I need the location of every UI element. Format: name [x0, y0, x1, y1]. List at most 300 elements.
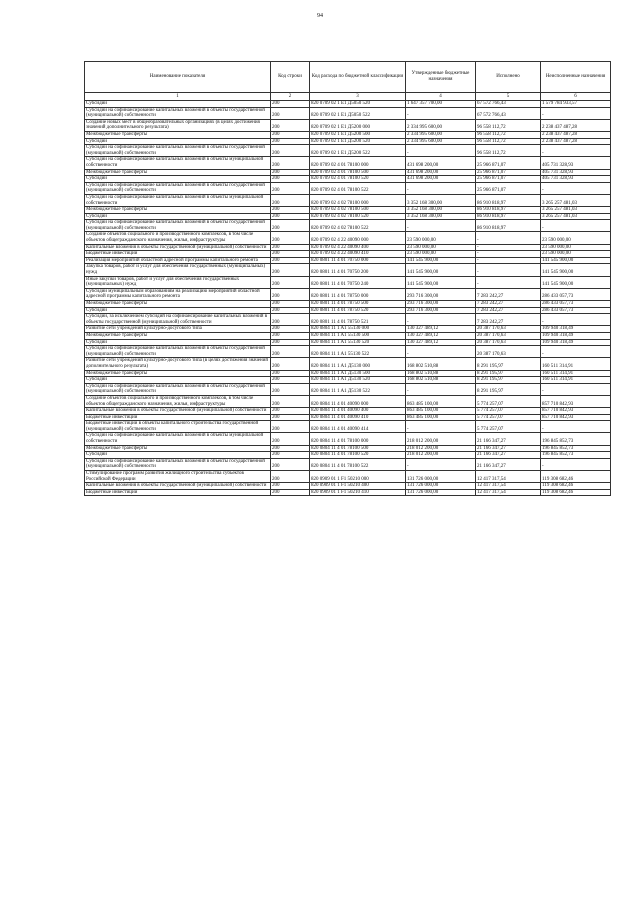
- cell-unexecuted: 109 940 318,49: [541, 332, 611, 339]
- cell-unexecuted: -: [541, 458, 611, 470]
- cell-budget-code: 820 0801 11 4 01 70750 240: [310, 276, 406, 288]
- cell-executed: 21 166 347,27: [476, 458, 541, 470]
- cell-unexecuted: -: [541, 145, 611, 157]
- cell-approved: -: [406, 346, 476, 358]
- cell-executed: 21 166 347,27: [476, 452, 541, 459]
- table-row: [85, 176, 611, 183]
- cell-unexecuted: 119 308 682,46: [541, 483, 611, 490]
- cell-executed: -: [476, 276, 541, 288]
- cell-line-code: 200: [271, 101, 310, 108]
- cell-budget-code: 820 0709 02 1 E1 Д5050 520: [310, 101, 406, 108]
- cell-approved: 863 485 100,00: [406, 408, 476, 415]
- cell-unexecuted: -: [541, 314, 611, 326]
- cell-line-code: 200: [271, 288, 310, 300]
- cell-line-code: 200: [271, 370, 310, 377]
- cell-line-code: 200: [271, 445, 310, 452]
- cell-approved: 2 334 995 600,00: [406, 138, 476, 145]
- cell-name: Субсидии на софинансирование капитальных вложений в объекты государственной (муниципальной) собственности: [85, 458, 271, 470]
- cell-executed: 20 387 170,63: [476, 326, 541, 333]
- cell-unexecuted: 196 845 852,73: [541, 433, 611, 445]
- header-budget-code: Код расхода по бюджетной классификации: [310, 62, 406, 93]
- cell-line-code: 200: [271, 220, 310, 232]
- cell-line-code: 200: [271, 339, 310, 346]
- cell-approved: 863 485 100,00: [406, 395, 476, 407]
- cell-executed: -: [476, 251, 541, 258]
- cell-approved: -: [406, 383, 476, 395]
- cell-unexecuted: 1 579 784 933,57: [541, 101, 611, 108]
- cell-budget-code: 820 0801 11 4 01 78750 000: [310, 288, 406, 300]
- cell-name: Межбюджетные трансферты: [85, 131, 271, 138]
- cell-approved: 130 327 489,12: [406, 326, 476, 333]
- cell-approved: 131 726 000,00: [406, 471, 476, 483]
- header-executed: Исполнено: [476, 62, 541, 93]
- cell-approved: 141 545 900,00: [406, 264, 476, 276]
- cell-budget-code: 820 0801 11 4 01 78750 500: [310, 301, 406, 308]
- cell-budget-code: 820 0804 11 4 01 40090 414: [310, 421, 406, 433]
- table-row: [85, 101, 611, 108]
- cell-executed: 86 910 818,97: [476, 213, 541, 220]
- cell-name: Субсидии на софинансирование капитальных вложений в объекты государственной (муниципальной) собственности: [85, 182, 271, 194]
- cell-unexecuted: 160 511 314,91: [541, 358, 611, 370]
- column-index: 1: [85, 93, 271, 101]
- cell-line-code: 200: [271, 194, 310, 206]
- cell-unexecuted: 119 308 682,46: [541, 471, 611, 483]
- cell-line-code: 200: [271, 264, 310, 276]
- cell-approved: 168 802 510,88: [406, 358, 476, 370]
- cell-budget-code: 820 0804 11 1 A1 Д5130 000: [310, 358, 406, 370]
- cell-name: Межбюджетные трансферты: [85, 332, 271, 339]
- cell-unexecuted: 109 940 318,49: [541, 339, 611, 346]
- cell-name: Субсидии на софинансирование капитальных вложений в объекты государственной (муниципальной) собственности: [85, 383, 271, 395]
- cell-executed: 20 387 170,63: [476, 339, 541, 346]
- cell-budget-code: 820 0709 02 1 E1 Д5200 522: [310, 145, 406, 157]
- cell-budget-code: 820 0709 02 4 01 78100 500: [310, 169, 406, 176]
- cell-name: Субсидии на софинансирование капитальных вложений в объекты государственной (муниципальной) собственности: [85, 346, 271, 358]
- cell-unexecuted: -: [541, 383, 611, 395]
- cell-executed: 12 417 317,54: [476, 483, 541, 490]
- cell-unexecuted: 141 545 900,00: [541, 257, 611, 264]
- cell-executed: 67 572 766,43: [476, 107, 541, 119]
- table-row: [85, 332, 611, 339]
- header-line-code: Код строки: [271, 62, 310, 93]
- cell-approved: -: [406, 145, 476, 157]
- cell-unexecuted: 23 590 000,00: [541, 244, 611, 251]
- table-row: [85, 138, 611, 145]
- cell-unexecuted: 3 265 257 481,03: [541, 207, 611, 214]
- cell-line-code: 200: [271, 346, 310, 358]
- cell-executed: 12 417 317,54: [476, 489, 541, 496]
- cell-approved: -: [406, 458, 476, 470]
- cell-name: Субсидии: [85, 307, 271, 314]
- table-row: [85, 383, 611, 395]
- table-row: [85, 276, 611, 288]
- cell-executed: -: [476, 264, 541, 276]
- cell-executed: 67 572 766,43: [476, 101, 541, 108]
- cell-budget-code: 820 0709 02 1 E1 Д5200 520: [310, 138, 406, 145]
- cell-approved: 3 352 168 300,00: [406, 207, 476, 214]
- cell-name: Субсидии на софинансирование капитальных вложений в объекты муниципальной собственности: [85, 194, 271, 206]
- cell-approved: -: [406, 314, 476, 326]
- cell-budget-code: 820 0709 02 4 01 78100 000: [310, 157, 406, 169]
- cell-budget-code: 820 0801 11 4 01 78750 521: [310, 314, 406, 326]
- cell-budget-code: 820 0709 02 1 E1 Д5050 522: [310, 107, 406, 119]
- cell-line-code: 200: [271, 452, 310, 459]
- cell-budget-code: 820 0709 02 4 02 78100 000: [310, 194, 406, 206]
- table-row: [85, 377, 611, 384]
- cell-approved: 218 012 200,00: [406, 452, 476, 459]
- budget-execution-table: [84, 61, 611, 496]
- cell-approved: 293 716 300,00: [406, 288, 476, 300]
- cell-budget-code: 820 0804 11 4 01 78100 000: [310, 433, 406, 445]
- cell-budget-code: 820 0804 11 1 A1 Д5130 520: [310, 377, 406, 384]
- cell-unexecuted: 3 265 257 481,03: [541, 213, 611, 220]
- table-row: [85, 213, 611, 220]
- cell-executed: 21 166 347,27: [476, 445, 541, 452]
- cell-executed: 20 387 170,63: [476, 332, 541, 339]
- cell-budget-code: 820 0709 02 4 02 78100 500: [310, 207, 406, 214]
- cell-name: Закупка товаров, работ и услуг для обеспечения государственных (муниципальных) нужд: [85, 264, 271, 276]
- cell-line-code: 200: [271, 276, 310, 288]
- cell-name: Субсидии: [85, 213, 271, 220]
- cell-name: Межбюджетные трансферты: [85, 301, 271, 308]
- cell-line-code: 200: [271, 119, 310, 131]
- cell-unexecuted: 3 265 257 481,03: [541, 194, 611, 206]
- table-row: [85, 207, 611, 214]
- cell-name: Капитальные вложения в объекты государственной (муниципальной) собственности: [85, 244, 271, 251]
- cell-approved: 293 716 300,00: [406, 307, 476, 314]
- cell-name: Субсидии: [85, 101, 271, 108]
- cell-budget-code: 820 0804 11 4 01 40090 000: [310, 395, 406, 407]
- table-row: [85, 314, 611, 326]
- cell-line-code: 200: [271, 314, 310, 326]
- cell-name: Бюджетные инвестиции: [85, 414, 271, 421]
- cell-unexecuted: -: [541, 346, 611, 358]
- cell-executed: 7 283 242,27: [476, 307, 541, 314]
- table-row: [85, 119, 611, 131]
- cell-name: Субсидии на софинансирование капитальных вложений в объекты государственной (муниципальной) собственности: [85, 145, 271, 157]
- cell-budget-code: 820 0709 02 1 E1 Д5200 500: [310, 131, 406, 138]
- cell-approved: 131 726 000,00: [406, 489, 476, 496]
- cell-executed: 7 283 242,27: [476, 288, 541, 300]
- cell-unexecuted: 405 731 328,93: [541, 169, 611, 176]
- cell-name: Стимулирование программ развития жилищного строительства субъектов Российской Федерации: [85, 471, 271, 483]
- table-row: [85, 414, 611, 421]
- cell-executed: 96 558 112,72: [476, 131, 541, 138]
- cell-executed: 25 966 871,07: [476, 182, 541, 194]
- cell-budget-code: 820 0804 11 4 01 78100 500: [310, 445, 406, 452]
- cell-budget-code: 820 0801 11 4 01 70750 200: [310, 264, 406, 276]
- cell-name: Развитие сети учреждений культурно-досугового типа: [85, 326, 271, 333]
- cell-executed: -: [476, 257, 541, 264]
- cell-name: Субсидии: [85, 377, 271, 384]
- cell-executed: 8 291 195,97: [476, 358, 541, 370]
- cell-line-code: 200: [271, 395, 310, 407]
- cell-line-code: 200: [271, 207, 310, 214]
- cell-budget-code: 820 0804 11 1 A1 55130 000: [310, 326, 406, 333]
- cell-approved: 131 726 000,00: [406, 483, 476, 490]
- cell-line-code: 200: [271, 458, 310, 470]
- cell-line-code: 200: [271, 408, 310, 415]
- cell-budget-code: 820 0709 02 4 01 78100 522: [310, 182, 406, 194]
- table-row: [85, 346, 611, 358]
- cell-executed: 8 291 195,97: [476, 383, 541, 395]
- cell-approved: 293 716 300,00: [406, 301, 476, 308]
- cell-line-code: 200: [271, 257, 310, 264]
- cell-name: Капитальные вложения в объекты государственной (муниципальной) собственности: [85, 483, 271, 490]
- table-row: [85, 264, 611, 276]
- table-row: [85, 220, 611, 232]
- table-row: [85, 257, 611, 264]
- column-index-row: [85, 93, 611, 101]
- cell-executed: -: [476, 232, 541, 244]
- cell-budget-code: 820 0709 02 4 01 78100 520: [310, 176, 406, 183]
- table-row: [85, 326, 611, 333]
- cell-line-code: 200: [271, 307, 310, 314]
- cell-name: Капитальные вложения в объекты государственной (муниципальной) собственности: [85, 408, 271, 415]
- cell-unexecuted: -: [541, 421, 611, 433]
- cell-line-code: 200: [271, 157, 310, 169]
- cell-line-code: 200: [271, 358, 310, 370]
- cell-line-code: 200: [271, 414, 310, 421]
- cell-name: Субсидии: [85, 339, 271, 346]
- cell-approved: 130 327 489,12: [406, 332, 476, 339]
- cell-line-code: 200: [271, 213, 310, 220]
- cell-name: Бюджетные инвестиции: [85, 489, 271, 496]
- cell-line-code: 200: [271, 332, 310, 339]
- cell-line-code: 200: [271, 232, 310, 244]
- cell-budget-code: 820 0804 11 1 A1 Д5130 522: [310, 383, 406, 395]
- cell-approved: 2 334 995 600,00: [406, 131, 476, 138]
- table-row: [85, 307, 611, 314]
- cell-approved: -: [406, 421, 476, 433]
- table-row: [85, 244, 611, 251]
- cell-budget-code: 820 0709 02 4 22 40090 400: [310, 244, 406, 251]
- cell-approved: 1 647 357 700,00: [406, 101, 476, 108]
- cell-approved: 431 698 200,00: [406, 169, 476, 176]
- cell-approved: 141 545 900,00: [406, 257, 476, 264]
- table-row: [85, 370, 611, 377]
- cell-approved: 431 698 200,00: [406, 157, 476, 169]
- cell-budget-code: 820 0804 11 4 01 78100 520: [310, 452, 406, 459]
- cell-name: Межбюджетные трансферты: [85, 370, 271, 377]
- cell-name: Субсидии: [85, 452, 271, 459]
- cell-unexecuted: 286 433 057,73: [541, 288, 611, 300]
- cell-executed: 5 774 257,07: [476, 414, 541, 421]
- cell-approved: 168 802 510,88: [406, 370, 476, 377]
- column-index: 5: [476, 93, 541, 101]
- cell-unexecuted: 857 710 842,93: [541, 408, 611, 415]
- cell-unexecuted: 109 940 318,49: [541, 326, 611, 333]
- cell-executed: 20 387 170,63: [476, 346, 541, 358]
- cell-line-code: 200: [271, 471, 310, 483]
- table-row: [85, 131, 611, 138]
- table-row: [85, 182, 611, 194]
- cell-budget-code: 820 0801 11 4 01 78750 520: [310, 307, 406, 314]
- table-row: [85, 358, 611, 370]
- cell-unexecuted: 23 590 000,00: [541, 232, 611, 244]
- cell-name: Бюджетные инвестиции: [85, 251, 271, 258]
- cell-executed: 86 910 818,97: [476, 207, 541, 214]
- cell-approved: -: [406, 182, 476, 194]
- table-row: [85, 489, 611, 496]
- table-row: [85, 433, 611, 445]
- cell-approved: -: [406, 107, 476, 119]
- cell-name: Создание объектов социального и производственного комплексов, в том числе объектов общегражданского назначения, жилья, инфраструктуры: [85, 232, 271, 244]
- cell-unexecuted: 405 731 328,93: [541, 176, 611, 183]
- cell-budget-code: 820 0909 01 1 F1 50210 000: [310, 471, 406, 483]
- cell-budget-code: 820 0709 02 1 E1 Д5200 000: [310, 119, 406, 131]
- table-row: [85, 107, 611, 119]
- cell-executed: 86 910 818,97: [476, 194, 541, 206]
- cell-line-code: 200: [271, 326, 310, 333]
- cell-line-code: 200: [271, 107, 310, 119]
- cell-name: Межбюджетные трансферты: [85, 169, 271, 176]
- cell-line-code: 200: [271, 489, 310, 496]
- table-row: [85, 421, 611, 433]
- cell-approved: 863 485 100,00: [406, 414, 476, 421]
- cell-executed: 8 291 195,97: [476, 370, 541, 377]
- cell-unexecuted: 141 545 900,00: [541, 276, 611, 288]
- cell-executed: 96 558 112,72: [476, 138, 541, 145]
- cell-name: Развитие сети учреждений культурно-досугового типа (в целях достижения значений дополнительного результата): [85, 358, 271, 370]
- cell-line-code: 200: [271, 244, 310, 251]
- cell-unexecuted: 196 845 852,73: [541, 452, 611, 459]
- cell-unexecuted: -: [541, 220, 611, 232]
- cell-budget-code: 820 0804 11 1 A1 55130 500: [310, 332, 406, 339]
- cell-executed: 5 774 257,07: [476, 395, 541, 407]
- cell-executed: 21 166 347,27: [476, 433, 541, 445]
- cell-budget-code: 820 0909 01 1 F1 50210 400: [310, 483, 406, 490]
- cell-executed: -: [476, 244, 541, 251]
- cell-executed: 12 417 317,54: [476, 471, 541, 483]
- column-index: 2: [271, 93, 310, 101]
- cell-unexecuted: 2 238 437 487,28: [541, 138, 611, 145]
- cell-line-code: 200: [271, 251, 310, 258]
- cell-executed: 25 966 871,07: [476, 169, 541, 176]
- page-number: 94: [317, 13, 323, 19]
- cell-name: Бюджетные инвестиции в объекты капитального строительства государственной (муниципальной) собственности: [85, 421, 271, 433]
- cell-budget-code: 820 0801 11 4 01 70750 000: [310, 257, 406, 264]
- column-index: 6: [541, 93, 611, 101]
- cell-name: Иные закупки товаров, работ и услуг для обеспечения государственных (муниципальных) нужд: [85, 276, 271, 288]
- cell-budget-code: 820 0804 11 4 01 78100 522: [310, 458, 406, 470]
- table-row: [85, 232, 611, 244]
- cell-approved: 23 590 000,00: [406, 251, 476, 258]
- cell-unexecuted: 23 590 000,00: [541, 251, 611, 258]
- cell-executed: 96 558 112,72: [476, 119, 541, 131]
- header-unexecuted: Неисполненные назначения: [541, 62, 611, 93]
- cell-name: Создание объектов социального и производственного комплексов, в том числе объектов общегражданского назначения, жилья, инфраструктуры: [85, 395, 271, 407]
- cell-line-code: 200: [271, 483, 310, 490]
- cell-line-code: 200: [271, 169, 310, 176]
- cell-unexecuted: -: [541, 182, 611, 194]
- cell-approved: 431 698 200,00: [406, 176, 476, 183]
- cell-unexecuted: -: [541, 107, 611, 119]
- table-row: [85, 445, 611, 452]
- table-row: [85, 169, 611, 176]
- cell-name: Межбюджетные трансферты: [85, 207, 271, 214]
- cell-line-code: 200: [271, 131, 310, 138]
- table-header-row: [85, 62, 611, 93]
- table-row: [85, 452, 611, 459]
- cell-name: Субсидии: [85, 138, 271, 145]
- table-row: [85, 251, 611, 258]
- cell-unexecuted: 857 710 842,93: [541, 414, 611, 421]
- cell-line-code: 200: [271, 383, 310, 395]
- cell-budget-code: 820 0709 02 4 02 78100 520: [310, 213, 406, 220]
- cell-line-code: 200: [271, 421, 310, 433]
- cell-name: Субсидии на софинансирование капитальных вложений в объекты муниципальной собственности: [85, 433, 271, 445]
- table-row: [85, 408, 611, 415]
- cell-name: Создание новых мест в общеобразовательных организациях (в целях достижения значений дополнительного результата): [85, 119, 271, 131]
- cell-name: Субсидии муниципальным образованиям на реализацию мероприятий областной адресной программы капитального ремонта: [85, 288, 271, 300]
- column-index: 4: [406, 93, 476, 101]
- cell-executed: 25 966 871,07: [476, 176, 541, 183]
- cell-executed: 8 291 195,97: [476, 377, 541, 384]
- table-row: [85, 288, 611, 300]
- cell-line-code: 200: [271, 138, 310, 145]
- cell-budget-code: 820 0709 02 4 22 40090 410: [310, 251, 406, 258]
- header-indicator-name: Наименование показателя: [85, 62, 271, 93]
- cell-line-code: 200: [271, 377, 310, 384]
- cell-name: Реализация мероприятий областной адресной программы капитального ремонта: [85, 257, 271, 264]
- cell-budget-code: 820 0804 11 1 A1 Д5130 500: [310, 370, 406, 377]
- cell-approved: 218 012 200,00: [406, 433, 476, 445]
- table-row: [85, 458, 611, 470]
- cell-budget-code: 820 0709 02 4 02 78100 522: [310, 220, 406, 232]
- cell-executed: 86 910 818,97: [476, 220, 541, 232]
- table-row: [85, 339, 611, 346]
- cell-executed: 25 966 871,07: [476, 157, 541, 169]
- table-row: [85, 157, 611, 169]
- cell-unexecuted: 286 433 057,73: [541, 307, 611, 314]
- cell-budget-code: 820 0804 11 1 A1 55130 522: [310, 346, 406, 358]
- cell-approved: 3 352 168 300,00: [406, 194, 476, 206]
- cell-line-code: 200: [271, 301, 310, 308]
- cell-unexecuted: 286 433 057,73: [541, 301, 611, 308]
- cell-line-code: 200: [271, 176, 310, 183]
- cell-unexecuted: 196 845 852,73: [541, 445, 611, 452]
- cell-name: Межбюджетные трансферты: [85, 445, 271, 452]
- cell-approved: 3 352 168 300,00: [406, 213, 476, 220]
- cell-approved: 218 012 200,00: [406, 445, 476, 452]
- cell-unexecuted: 2 238 437 487,28: [541, 131, 611, 138]
- table-row: [85, 301, 611, 308]
- cell-name: Субсидии: [85, 176, 271, 183]
- cell-budget-code: 820 0804 11 4 01 40090 410: [310, 414, 406, 421]
- cell-approved: 23 590 000,00: [406, 232, 476, 244]
- table-row: [85, 145, 611, 157]
- cell-name: Субсидии на софинансирование капитальных вложений в объекты государственной (муниципальной) собственности: [85, 107, 271, 119]
- cell-budget-code: 820 0909 01 1 F1 50210 410: [310, 489, 406, 496]
- cell-approved: 2 334 995 600,00: [406, 119, 476, 131]
- cell-executed: 5 774 257,07: [476, 421, 541, 433]
- cell-line-code: 200: [271, 145, 310, 157]
- cell-approved: 23 590 000,00: [406, 244, 476, 251]
- cell-unexecuted: 2 238 437 487,28: [541, 119, 611, 131]
- table-row: [85, 194, 611, 206]
- header-approved: Утвержденные бюджетные назначения: [406, 62, 476, 93]
- cell-executed: 7 283 242,27: [476, 301, 541, 308]
- cell-line-code: 200: [271, 433, 310, 445]
- table-row: [85, 395, 611, 407]
- cell-approved: 130 327 489,12: [406, 339, 476, 346]
- cell-budget-code: 820 0709 02 4 22 40090 000: [310, 232, 406, 244]
- cell-unexecuted: 405 731 328,93: [541, 157, 611, 169]
- cell-name: Субсидии, за исключением субсидий на софинансирование капитальных вложений в объекты государственной (муниципальной) собственности: [85, 314, 271, 326]
- cell-budget-code: 820 0804 11 4 01 40090 400: [310, 408, 406, 415]
- cell-approved: -: [406, 220, 476, 232]
